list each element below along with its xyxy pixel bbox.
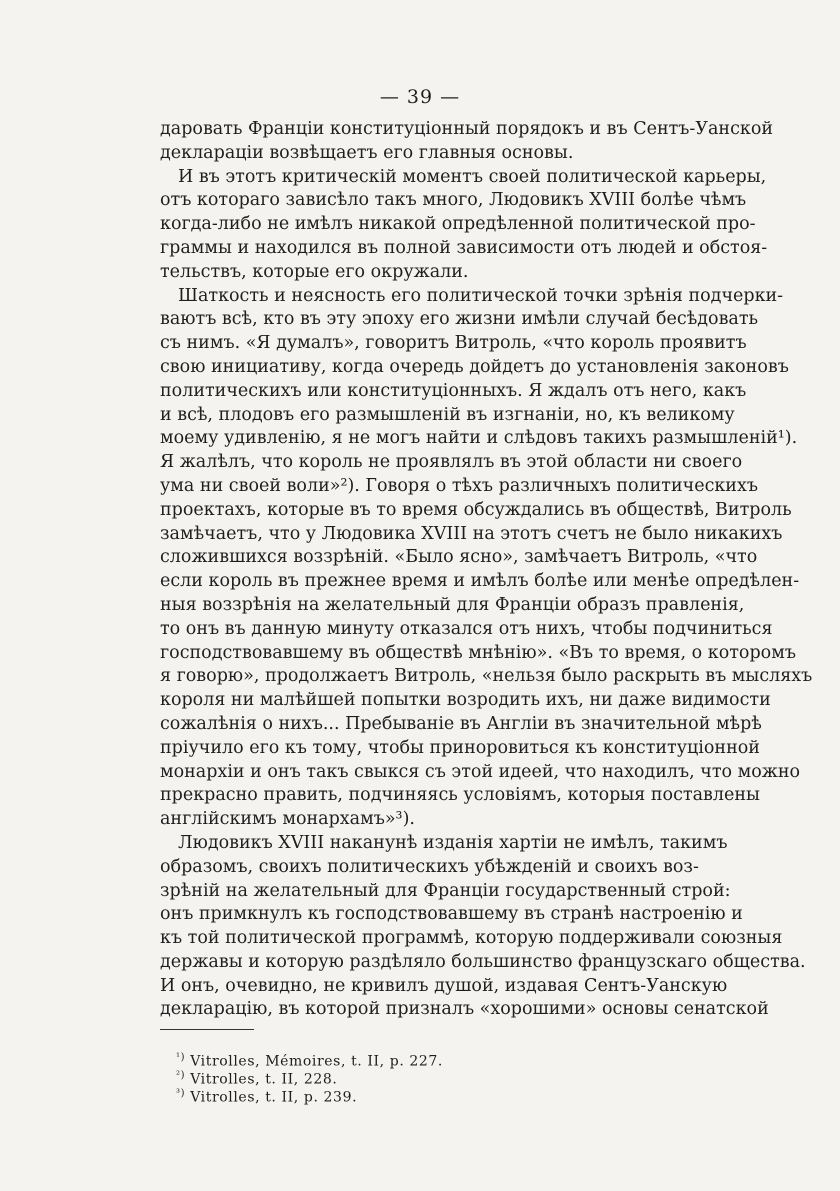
text-line: съ нимъ. «Я думалъ», говоритъ Витроль, «что король проявитъ — [160, 333, 747, 354]
text-line: тельствъ, которые его окружали. — [160, 261, 469, 282]
text-line: монархіи и онъ такъ свыкся съ этой идеей, что находилъ, что можно — [160, 761, 801, 782]
footnote-text: Vitrolles, t. II, 228. — [190, 1071, 338, 1088]
body-text — [160, 118, 813, 1022]
footnote-mark: ²) — [176, 1070, 186, 1081]
text-line: сожалѣнія о нихъ... Пребываніе въ Англіи въ значительной мѣрѣ — [160, 713, 762, 734]
text-line: прекрасно править, подчиняясь условіямъ, которыя поставлены — [160, 785, 760, 806]
text-line: замѣчаетъ, что у Людовика XVIII на этотъ счетъ не было никакихъ — [160, 523, 783, 544]
text-line: отъ котораго зависѣло такъ много, Людовикъ XVIII болѣе чѣмъ — [160, 190, 747, 211]
text-line: господствовавшему въ обществѣ мнѣнію». «Въ то время, о которомъ — [160, 642, 796, 663]
text-line: я говорю», продолжаетъ Витроль, «нельзя было раскрыть въ мысляхъ — [160, 666, 813, 687]
text-line: когда-либо не имѣлъ никакой опредѣленной политической про- — [160, 214, 756, 235]
text-line: онъ примкнулъ къ господствовавшему въ странѣ настроенію и — [160, 904, 743, 925]
text-line: если король въ прежнее время и имѣлъ болѣе или менѣе опредѣлен- — [160, 571, 800, 592]
text-line: ваютъ всѣ, кто въ эту эпоху его жизни имѣли случай бесѣдовать — [160, 309, 759, 330]
footnote — [176, 1067, 736, 1088]
text-line: англійскимъ монархамъ»³). — [160, 809, 415, 830]
text-line: Шаткость и неясность его политической точки зрѣнія подчерки- — [178, 285, 784, 306]
text-line: граммы и находился въ полной зависимости отъ людей и обстоя- — [160, 237, 768, 258]
text-line: образомъ, своихъ политическихъ убѣжденій и своихъ воз- — [160, 856, 699, 877]
text-line: короля ни малѣйшей попытки возродить ихъ, ни даже видимости — [160, 690, 771, 711]
text-line: къ той политической программѣ, которую поддерживали союзныя — [160, 928, 783, 949]
text-line: И въ этотъ критическій моментъ своей политической карьеры, — [178, 166, 767, 187]
text-line: проектахъ, которые въ то время обсуждались въ обществѣ, Витроль — [160, 499, 792, 520]
text-line: И онъ, очевидно, не кривилъ душой, издавая Сентъ-Уанскую — [160, 975, 728, 996]
text-line: то онъ въ данную минуту отказался отъ нихъ, чтобы подчиниться — [160, 618, 773, 639]
text-line: и всѣ, плодовъ его размышленій въ изгнаніи, но, къ великому — [160, 404, 735, 425]
footnote-text: Vitrolles, t. II, p. 239. — [190, 1089, 358, 1106]
text-line: свою инициативу, когда очередь дойдетъ до установленія законовъ — [160, 356, 789, 377]
text-line: моему удивленію, я не могъ найти и слѣдовъ такихъ размышленій¹). — [160, 428, 798, 449]
text-line: декларацію, въ которой призналъ «хорошими» основы сенатской — [160, 999, 769, 1020]
text-line: зрѣній на желательный для Франціи государственный строй: — [160, 880, 731, 901]
footnote — [176, 1085, 736, 1106]
text-line: даровать Франціи конституціонный порядокъ и въ Сентъ-Уанской — [160, 119, 774, 139]
text-line: пріучило его къ тому, чтобы приноровиться къ конституціонной — [160, 737, 760, 758]
text-line: ума ни своей воли»²). Говоря о тѣхъ различныхъ политическихъ — [160, 475, 758, 496]
text-line: сложившихся воззрѣній. «Было ясно», замѣчаетъ Витроль, «что — [160, 547, 758, 568]
text-line: Я жалѣлъ, что король не проявлялъ въ этой области ни своего — [160, 452, 743, 473]
footnote-text: Vitrolles, Mémoires, t. II, p. 227. — [190, 1053, 443, 1070]
footnote-mark: ¹) — [176, 1052, 186, 1063]
footnote — [176, 1049, 736, 1070]
page-number: — 39 — — [379, 86, 461, 108]
text-line: Людовикъ XVIII наканунѣ изданія хартіи не имѣлъ, такимъ — [178, 832, 728, 853]
text-line: деклараціи возвѣщаетъ его главныя основы. — [160, 142, 574, 163]
text-line: ныя воззрѣнія на желательный для Франціи образъ правленія, — [160, 594, 745, 615]
text-line: политическихъ или конституціонныхъ. Я ждалъ отъ него, какъ — [160, 380, 747, 401]
footnote-mark: ³) — [176, 1088, 186, 1099]
footnotes — [176, 1049, 736, 1106]
footnote-divider — [160, 1029, 254, 1030]
text-line: державы и которую раздѣляло большинство французскаго общества. — [160, 951, 806, 972]
